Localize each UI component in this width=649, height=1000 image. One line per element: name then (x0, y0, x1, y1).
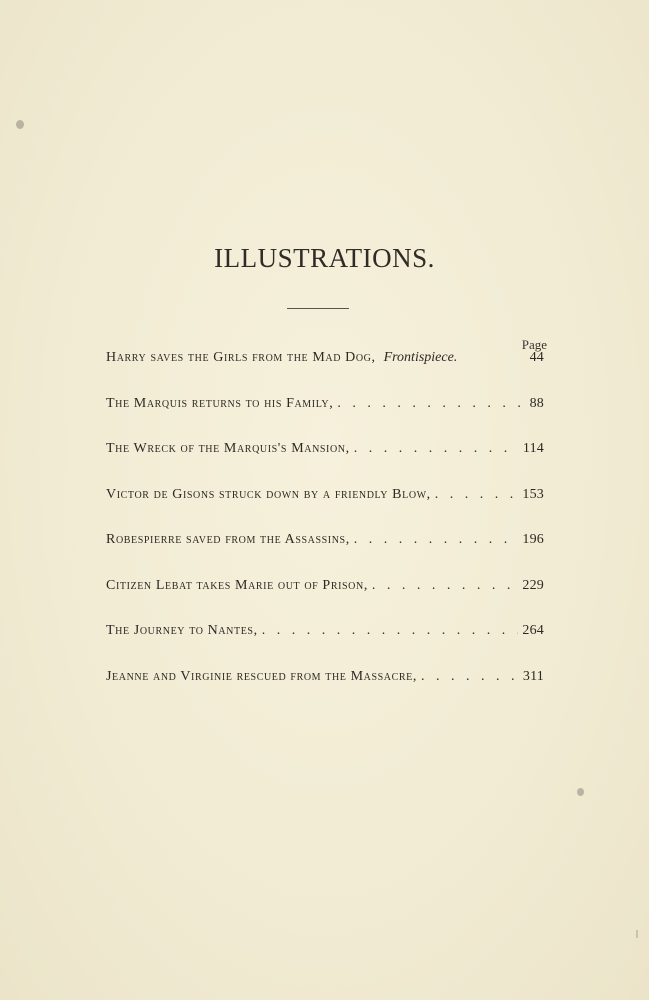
paper-stain (577, 788, 584, 796)
page-number: 264 (522, 623, 544, 638)
page-number: 44 (529, 350, 544, 365)
illustration-entry (106, 396, 544, 442)
illustrations-list (106, 350, 544, 714)
paper-mark (636, 930, 638, 938)
paper-stain (16, 120, 24, 129)
title-divider (287, 308, 349, 309)
dot-leader (372, 578, 518, 594)
illustration-caption: Harry saves the Girls from the Mad Dog, (106, 350, 376, 365)
illustration-entry (106, 487, 544, 533)
illustration-entry (106, 669, 544, 715)
illustration-note: Frontispiece. (383, 350, 458, 365)
illustration-caption: Jeanne and Virginie rescued from the Massacre, (106, 668, 417, 684)
page-number: 114 (522, 441, 544, 456)
illustration-caption: Robespierre saved from the Assassins, (106, 532, 350, 547)
page-number: 229 (522, 577, 544, 593)
illustration-caption: The Wreck of the Marquis's Mansion, (106, 441, 350, 456)
page-number: 153 (522, 486, 544, 502)
page-number: 196 (522, 532, 544, 547)
page-number: 88 (529, 395, 544, 411)
illustration-caption: The Journey to Nantes, (106, 623, 258, 638)
illustration-caption: Victor de Gisons struck down by a friendly Blow, (106, 486, 431, 502)
page-column-label: Page (521, 337, 547, 352)
illustration-entry (106, 578, 544, 624)
illustration-caption: The Marquis returns to his Family, (106, 395, 334, 411)
dot-leader (354, 441, 519, 457)
dot-leader (435, 487, 519, 503)
page-title: ILLUSTRATIONS. (214, 243, 435, 273)
illustration-entry (106, 623, 544, 669)
illustration-entry (106, 350, 544, 396)
page-number: 311 (522, 668, 544, 684)
illustration-caption: Citizen Lebat takes Marie out of Prison, (106, 577, 368, 593)
dot-leader (262, 623, 519, 639)
illustration-entry (106, 532, 544, 578)
dot-leader (337, 396, 525, 412)
dot-leader (354, 532, 519, 548)
illustration-entry (106, 441, 544, 487)
dot-leader (421, 669, 519, 685)
